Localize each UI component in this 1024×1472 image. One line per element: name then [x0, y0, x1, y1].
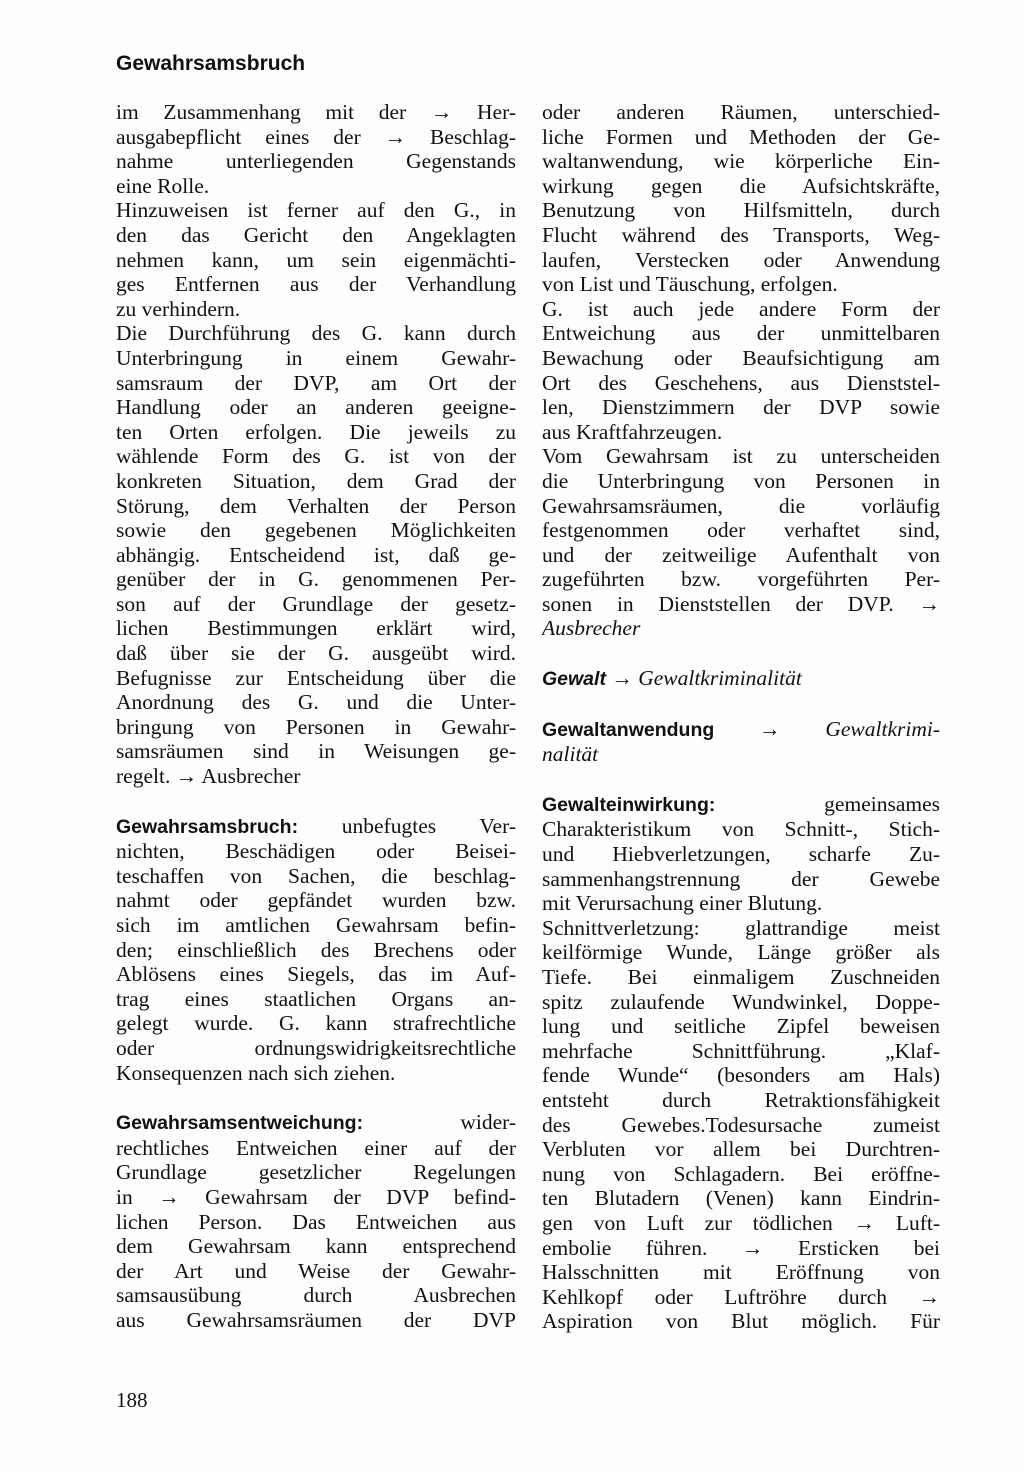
text-line [116, 1185, 516, 1210]
text-line-content: Ort des Geschehens, aus Dienststel- [542, 370, 940, 395]
left-column [116, 100, 516, 1333]
text-line-content: Flucht während des Transports, Weg- [542, 222, 940, 247]
text-line-content: eine Rolle. [116, 173, 210, 198]
text-line [542, 371, 940, 396]
entry-spacer [116, 1085, 516, 1110]
text-line [116, 592, 516, 617]
text-line [542, 100, 940, 125]
text-line [116, 666, 516, 691]
text-line [542, 842, 940, 867]
text-line-content: den; einschließlich des Brechens oder [116, 937, 516, 962]
text-line [116, 764, 516, 789]
text-line-content: Kehlkopf oder Luftröhre durch → [542, 1284, 940, 1309]
text-line [542, 817, 940, 842]
text-line-content: Verbluten vor allem bei Durchtren- [542, 1137, 940, 1162]
entry-spacer [116, 789, 516, 814]
text-line [116, 888, 516, 913]
text-line [542, 174, 940, 199]
text-line-content: Vom Gewahrsam ist zu unterscheiden [542, 444, 940, 469]
text-line-content: festgenommen oder verhaftet sind, [542, 518, 940, 543]
text-line-content: lichen Bestimmungen erklärt wird, [116, 616, 516, 641]
text-line [116, 272, 516, 297]
text-line-content: Halsschnitten mit Eröffnung von [542, 1260, 940, 1285]
text-line-content: fende Wunde“ (besonders am Hals) [542, 1063, 940, 1088]
text-line [542, 395, 940, 420]
text-line-content: laufen, Verstecken oder Anwendung [542, 247, 940, 272]
text-line [542, 272, 940, 297]
text-line [542, 965, 940, 990]
text-line [542, 125, 940, 150]
text-line-content: wirkung gegen die Aufsichtskräfte, [542, 173, 940, 198]
text-line-content: son auf der Grundlage der gesetz- [116, 591, 516, 616]
text-line [116, 371, 516, 396]
text-line-content: samsräumen sind in Weisungen ge- [116, 739, 516, 764]
text-line-content: Ausbrecher [542, 616, 641, 641]
text-line [542, 1162, 940, 1187]
text-line-content: Grundlage gesetzlicher Regelungen [116, 1160, 516, 1185]
text-line-content: Aspiration von Blut möglich. Für [542, 1309, 940, 1334]
text-line-content: Charakteristikum von Schnitt-, Stich- [542, 817, 940, 842]
text-line [542, 1285, 940, 1310]
headword: Gewaltanwendung [542, 718, 715, 741]
text-line-content: ten Orten erfolgen. Die jeweils zu [116, 419, 516, 444]
text-line-content: wider- [363, 1110, 516, 1135]
text-line-content: Anordnung des G. und die Unter- [116, 690, 516, 715]
text-line-content: Unterbringung in einem Gewahr- [116, 345, 516, 370]
text-line [116, 100, 516, 125]
text-line-content: G. ist auch jede andere Form der [542, 296, 940, 321]
text-line-content: Entweichung aus der unmittelbaren [542, 321, 940, 346]
headword: Gewalt [542, 668, 606, 691]
text-line-content: abhängig. Entscheidend ist, daß ge- [116, 542, 516, 567]
text-line-content: die Unterbringung von Personen in [542, 468, 940, 493]
text-line [116, 346, 516, 371]
text-line [116, 864, 516, 889]
text-line-content: lichen Person. Das Entweichen aus [116, 1209, 516, 1234]
text-line-content: ges Entfernen aus der Verhandlung [116, 272, 516, 297]
text-line [542, 1014, 940, 1039]
entry-first-line [542, 792, 940, 818]
text-line [542, 420, 940, 445]
entry-spacer [542, 767, 940, 792]
entry-spacer [542, 641, 940, 666]
text-line [542, 494, 940, 519]
text-line-content: Hinzuweisen ist ferner auf den G., in [116, 198, 516, 223]
text-line-content: trag eines staatlichen Organs an- [116, 986, 516, 1011]
text-line [542, 1137, 940, 1162]
text-line [542, 198, 940, 223]
text-line [542, 1211, 940, 1236]
text-line-content: oder anderen Räumen, unterschied- [542, 100, 940, 124]
text-line-content: nehmen kann, um sein eigenmächti- [116, 247, 516, 272]
text-line [116, 839, 516, 864]
text-line [116, 420, 516, 445]
text-line [116, 1136, 516, 1161]
text-line-content: sammenhangstrennung der Gewebe [542, 866, 940, 891]
text-line [116, 962, 516, 987]
text-line-content: und Hiebverletzungen, scharfe Zu- [542, 842, 940, 867]
text-line [542, 223, 940, 248]
text-line-content: samsraum der DVP, am Ort der [116, 370, 516, 395]
text-line [542, 891, 940, 916]
text-line [116, 321, 516, 346]
text-line-content: Ablösens eines Siegels, das im Auf- [116, 962, 516, 987]
text-line [116, 198, 516, 223]
text-line-content: aus Gewahrsamsräumen der DVP [116, 1307, 516, 1332]
text-line-content: bringung von Personen in Gewahr- [116, 714, 516, 739]
entry-gewaltanwendung [542, 717, 940, 743]
headword: Gewahrsamsbruch: [116, 815, 299, 838]
cross-reference: nalität [542, 742, 599, 767]
text-line [116, 1210, 516, 1235]
text-line [542, 1039, 940, 1064]
cross-reference: → Gewaltkriminalität [605, 666, 802, 691]
text-line-content: in → Gewahrsam der DVP befind- [116, 1184, 516, 1209]
text-line [116, 444, 516, 469]
text-line [542, 940, 940, 965]
text-line-content: gemeinsames [715, 791, 940, 816]
text-line [542, 248, 940, 273]
text-line-content: ausgabepflicht eines der → Beschlag- [116, 124, 516, 149]
text-line-content: und der zeitweilige Aufenthalt von [542, 542, 940, 567]
text-line-content: lung und seitliche Zipfel beweisen [542, 1014, 940, 1039]
headword: Gewahrsamsentweichung: [116, 1112, 364, 1135]
text-line-content: unbefugtes Ver- [298, 813, 516, 838]
entry-first-line [116, 1110, 516, 1136]
text-line-content: gen von Luft zur tödlichen → Luft- [542, 1210, 940, 1235]
text-line [542, 444, 940, 469]
text-line [542, 469, 940, 494]
text-line-content: daß über sie der G. ausgeübt wird. [116, 641, 516, 666]
text-line [542, 1236, 940, 1261]
text-line [116, 1011, 516, 1036]
text-line [116, 715, 516, 740]
text-line-content: spitz zulaufende Wundwinkel, Doppe- [542, 989, 940, 1014]
text-line-content: nung von Schlagadern. Bei eröffne- [542, 1161, 940, 1186]
text-line [116, 125, 516, 150]
right-column [542, 100, 940, 1334]
text-line [116, 1283, 516, 1308]
text-line [542, 567, 940, 592]
text-line [116, 469, 516, 494]
text-line [116, 1234, 516, 1259]
text-line [116, 1036, 516, 1061]
text-line [542, 1186, 940, 1211]
text-line-content: Bewachung oder Beaufsichtigung am [542, 345, 940, 370]
text-line [542, 916, 940, 941]
text-line-content: mit Verursachung einer Blutung. [542, 891, 823, 916]
text-line-content: der Art und Weise der Gewahr- [116, 1258, 516, 1283]
text-line [116, 616, 516, 641]
text-line [542, 1063, 940, 1088]
text-line [116, 1308, 516, 1333]
text-line [116, 149, 516, 174]
text-line [116, 987, 516, 1012]
text-line-content: nahmt oder gepfändet wurden bzw. [116, 888, 516, 913]
text-line [542, 297, 940, 322]
entry-first-line [116, 814, 516, 840]
text-line-content: waltanwendung, wie körperliche Ein- [542, 149, 940, 174]
text-line-content: embolie führen. → Ersticken bei [542, 1235, 940, 1260]
text-line [116, 1061, 516, 1086]
text-line [116, 739, 516, 764]
entry-gewalt [542, 666, 940, 692]
text-line-content: Tiefe. Bei einmaligem Zuschneiden [542, 965, 940, 989]
text-line-content: dem Gewahrsam kann entsprechend [116, 1234, 516, 1259]
entry-spacer [542, 692, 940, 717]
text-line [542, 321, 940, 346]
text-line-content: den das Gericht den Angeklagten [116, 222, 516, 247]
text-line [116, 248, 516, 273]
text-line-content: oder ordnungswidrigkeitsrechtliche [116, 1035, 516, 1060]
text-line [116, 223, 516, 248]
text-line-content: sowie den gegebenen Möglichkeiten [116, 518, 516, 543]
text-line [116, 1259, 516, 1284]
text-line [116, 938, 516, 963]
cross-reference: → Gewaltkrimi- [714, 716, 940, 741]
text-line-content: zugeführten bzw. vorgeführten Per- [542, 567, 940, 592]
text-line-content: sich im amtlichen Gewahrsam befin- [116, 913, 516, 937]
text-line-content: Schnittverletzung: glattrandige meist [542, 915, 940, 940]
text-line [542, 346, 940, 371]
text-line [116, 297, 516, 322]
text-line-content: ten Blutadern (Venen) kann Eindrin- [542, 1186, 940, 1211]
text-line [542, 616, 940, 641]
text-line [116, 518, 516, 543]
text-line-content: zu verhindern. [116, 296, 241, 321]
text-line-content: Benutzung von Hilfsmitteln, durch [542, 198, 940, 223]
text-line [542, 1260, 940, 1285]
text-line-content: nichten, Beschädigen oder Beisei- [116, 839, 516, 864]
text-line-content: sonen in Dienststellen der DVP. → [542, 591, 940, 616]
text-line [116, 567, 516, 592]
text-line-content: Befugnisse zur Entscheidung über die [116, 665, 516, 690]
text-line-content: liche Formen und Methoden der Ge- [542, 124, 940, 149]
text-line-content: samsausübung durch Ausbrechen [116, 1283, 516, 1308]
text-line-content: gelegt wurde. G. kann strafrechtliche [116, 1011, 516, 1036]
text-line-content: genüber der in G. genommenen Per- [116, 567, 516, 592]
text-line-content: wählende Form des G. ist von der [116, 444, 516, 469]
text-line [542, 592, 940, 617]
text-line-content: nahme unterliegenden Gegenstands [116, 149, 516, 174]
text-line [116, 395, 516, 420]
text-line [542, 742, 940, 767]
text-line-content: Störung, dem Verhalten der Person [116, 493, 516, 518]
text-line [116, 543, 516, 568]
text-line-content: im Zusammenhang mit der → Her- [116, 100, 516, 124]
text-line [542, 1309, 940, 1334]
text-line-content: Gewahrsamsräumen, die vorläufig [542, 493, 940, 518]
text-line [542, 990, 940, 1015]
text-line [116, 641, 516, 666]
text-line-content: von List und Täuschung, erfolgen. [542, 272, 838, 297]
text-line [542, 518, 940, 543]
text-line [116, 913, 516, 938]
text-line [116, 1160, 516, 1185]
text-line-content: Die Durchführung des G. kann durch [116, 321, 516, 346]
text-line [116, 494, 516, 519]
text-line-content: teschaffen von Sachen, die beschlag- [116, 863, 516, 888]
text-line-content: aus Kraftfahrzeugen. [542, 419, 723, 444]
text-line-content: Handlung oder an anderen geeigne- [116, 395, 516, 420]
text-line [542, 1113, 940, 1138]
text-line-content: des Gewebes.Todesursache zumeist [542, 1112, 940, 1137]
text-line [116, 174, 516, 199]
text-line-content: Konsequenzen nach sich ziehen. [116, 1060, 396, 1085]
text-line [116, 690, 516, 715]
running-head: Gewahrsamsbruch [116, 52, 306, 75]
text-line [542, 1088, 940, 1113]
text-line [542, 149, 940, 174]
text-line-content: regelt. → Ausbrecher [116, 764, 301, 789]
text-line-content: len, Dienstzimmern der DVP sowie [542, 395, 940, 420]
text-line-content: entsteht durch Retraktionsfähigkeit [542, 1087, 940, 1112]
text-line [542, 543, 940, 568]
text-line-content: konkreten Situation, dem Grad der [116, 468, 516, 493]
text-line [542, 867, 940, 892]
text-line-content: mehrfache Schnittführung. „Klaf- [542, 1038, 940, 1063]
headword: Gewalteinwirkung: [542, 793, 716, 816]
page-number: 188 [116, 1388, 148, 1412]
text-line-content: keilförmige Wunde, Länge größer als [542, 940, 940, 965]
text-line-content: rechtliches Entweichen einer auf der [116, 1135, 516, 1160]
